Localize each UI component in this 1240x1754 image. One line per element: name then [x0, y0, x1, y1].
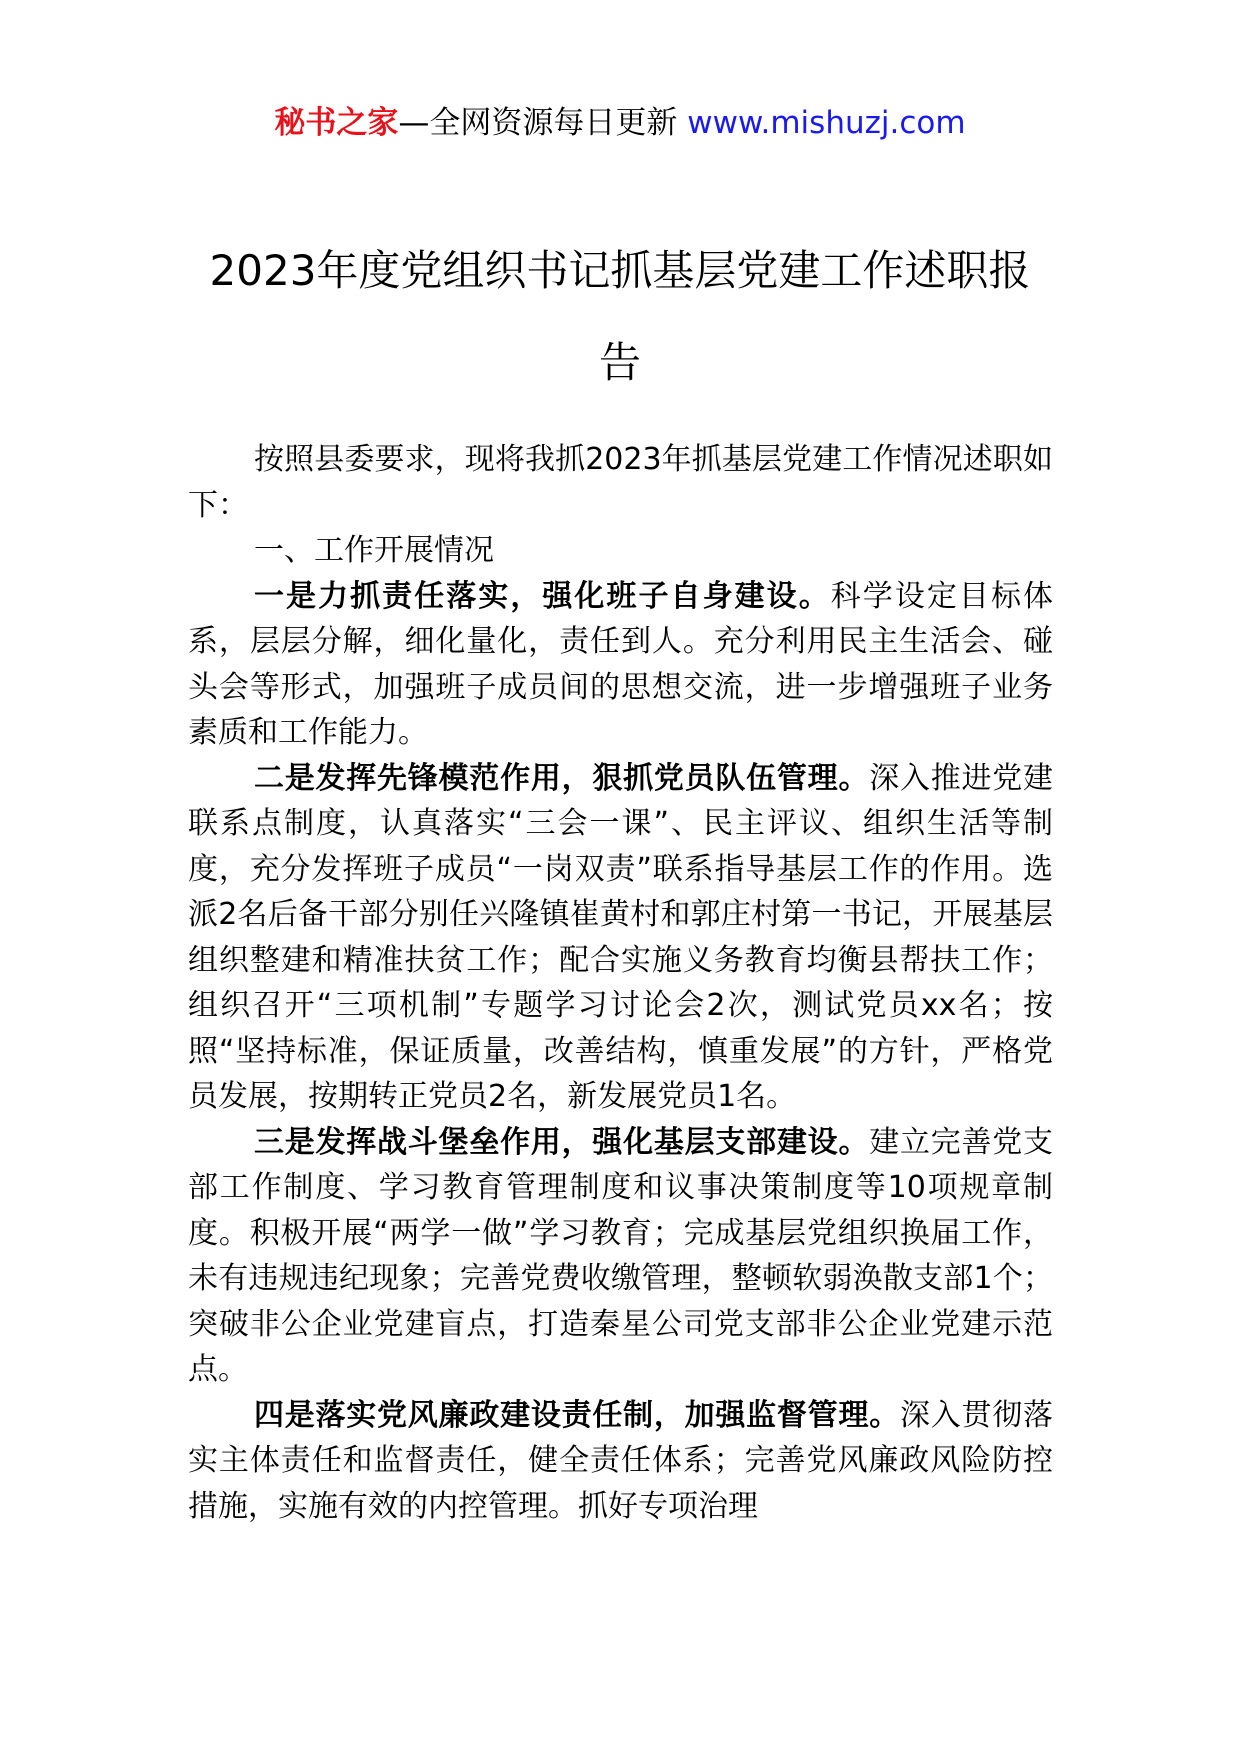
- paragraph-text: 建立完善党支部工作制度、学习教育管理制度和议事决策制度等10项规章制度。积极开展“两学一做”学习教育；完成基层党组织换届工作，未有违规违纪现象；完善党费收缴管理，整顿软弱涣散支部1个；突破非公企业党建盲点，打造秦星公司党支部非公企业党建示范点。: [188, 1124, 1054, 1387]
- paragraph-lead: 一是力抓责任落实，强化班子自身建设。: [254, 578, 831, 614]
- paragraph-text: 一、工作开展情况: [254, 533, 494, 568]
- site-header: [0, 100, 1240, 146]
- paragraph-text: 深入贯彻落实主体责任和监督责任，健全责任体系；完善党风廉政风险防控措施，实施有效的内控管理。抓好专项治理: [188, 1397, 1054, 1524]
- paragraph-text: 科学设定目标体系，层层分解，细化量化，责任到人。充分利用民主生活会、碰头会等形式，加强班子成员间的思想交流，进一步增强班子业务素质和工作能力。: [188, 578, 1053, 750]
- paragraph-item-1: [188, 574, 1053, 756]
- section-heading: [188, 528, 1053, 574]
- paragraph-lead: 三是发挥战斗堡垒作用，强化基层支部建设。: [254, 1124, 870, 1160]
- paragraph-lead: 二是发挥先锋模范作用，狠抓党员队伍管理。: [254, 760, 870, 796]
- document-title: 2023年度党组织书记抓基层党建工作述职报告: [209, 246, 1031, 387]
- paragraph-text: 深入推进党建联系点制度，认真落实“三会一课”、民主评议、组织生活等制度，充分发挥班子成员“一岗双责”联系指导基层工作的作用。选派2名后备干部分别任兴隆镇崔黄村和郭庄村第一书记，开展基层组织整建和精准扶贫工作；配合实施义务教育均衡县帮扶工作；组织召开“三项机制”专题学习讨论会2次，测试党员xx名；按照“坚持标准，保证质量，改善结构，慎重发展”的方针，严格党员发展，按期转正党员2名，新发展党员1名。: [188, 760, 1054, 1114]
- header-slogan: —全网资源每日更新: [398, 105, 678, 141]
- paragraph-item-3: [188, 1120, 1053, 1393]
- document-body: [188, 437, 1053, 1529]
- site-url-link[interactable]: www.mishuzj.com: [687, 105, 966, 141]
- paragraph-item-2: [188, 756, 1053, 1120]
- paragraph-text: 按照县委要求，现将我抓2023年抓基层党建工作情况述职如下：: [188, 442, 1053, 523]
- paragraph-intro: [188, 437, 1053, 528]
- paragraph-lead: 四是落实党风廉政建设责任制，加强监督管理。: [254, 1397, 900, 1433]
- brand-name: 秘书之家: [274, 105, 399, 141]
- paragraph-item-4: [188, 1393, 1053, 1530]
